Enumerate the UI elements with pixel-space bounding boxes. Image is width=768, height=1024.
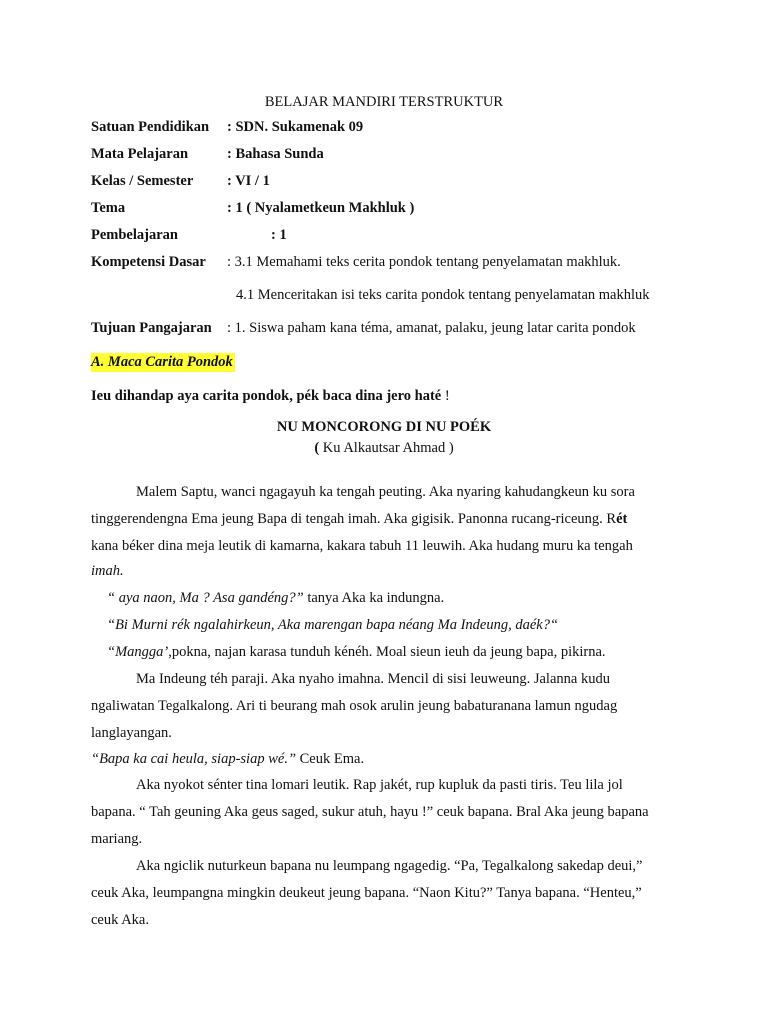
author-name: Ku Alkautsar Ahmad )	[322, 440, 454, 456]
story-title: NU MONCORONG DI NU POÉK	[276, 419, 492, 435]
info-label: Tujuan Pangajaran	[91, 320, 212, 336]
story-line: ceuk Aka.	[91, 912, 149, 928]
info-label: Satuan Pendidikan	[91, 119, 210, 135]
instruction-text	[91, 388, 450, 405]
info-label: Pembelajaran	[91, 227, 178, 243]
story-line: kana béker dina meja leutik di kamarna, kakara tabuh 11 leuwih. Aka hudang muru ka tengah	[91, 538, 633, 554]
story-line: ngaliwatan Tegalkalong. Ari ti beurang mah osok arulin jeung babaturanana lamun ngudag	[91, 698, 618, 714]
story-line: Aka nyokot sénter tina lomari leutik. Rap jakét, rup kupluk da pasti tiris. Teu lila jol	[136, 777, 623, 793]
info-value: : SDN. Sukamenak 09	[227, 119, 364, 135]
info-value: : 1. Siswa paham kana téma, amanat, palaku, jeung latar carita pondok	[227, 320, 636, 336]
story-line	[91, 751, 364, 768]
story-line: “Bi Murni rék ngalahirkeun, Aka marengan bapa néang Ma Indeung, daék?“	[107, 617, 559, 633]
info-value: 4.1 Menceritakan isi teks carita pondok tentang penyelamatan makhluk	[236, 287, 650, 303]
story-line: imah.	[91, 563, 124, 579]
story-line: mariang.	[91, 831, 143, 847]
story-line: ceuk Aka, leumpangna mingkin deukeut jeung bapana. “Naon Kitu?” Tanya bapana. “Henteu,”	[91, 885, 642, 901]
story-line: langlayangan.	[91, 725, 172, 741]
story-line: bapana. “ Tah geuning Aka geus saged, sukur atuh, hayu !” ceuk bapana. Bral Aka jeung bapana	[91, 804, 649, 820]
story-text: tanya Aka ka indungna.	[303, 590, 445, 606]
info-value: : 3.1 Memahami teks cerita pondok tentang penyelamatan makhluk.	[227, 254, 621, 270]
info-value: : VI / 1	[227, 173, 270, 189]
story-line	[107, 590, 444, 607]
section-heading: A. Maca Carita Pondok	[91, 354, 233, 370]
author-paren: (	[314, 440, 323, 456]
info-label: Kompetensi Dasar	[91, 254, 206, 270]
story-text-bold: ét	[616, 511, 628, 527]
instruction-main: Ieu dihandap aya carita pondok, pék baca dina jero haté	[91, 388, 442, 404]
info-value: : 1	[271, 227, 287, 243]
document-title: BELAJAR MANDIRI TERSTRUKTUR	[264, 94, 504, 110]
info-value: : 1 ( Nyalametkeun Makhluk )	[227, 200, 415, 216]
story-line: Malem Saptu, wanci ngagayuh ka tengah peuting. Aka nyaring kahudangkeun ku sora	[136, 484, 635, 500]
info-label: Tema	[91, 200, 126, 216]
instruction-mark: !	[441, 388, 450, 404]
story-line	[107, 644, 606, 661]
info-label: Mata Pelajaran	[91, 146, 189, 162]
dialogue: “Bapa ka cai heula, siap-siap wé.”	[91, 751, 297, 767]
story-author	[0, 440, 768, 457]
story-text: ,pokna, najan karasa tunduh kénéh. Moal sieun ieuh da jeung bapa, pikirna.	[168, 644, 606, 660]
story-text: Ceuk Ema.	[296, 751, 365, 767]
info-value: : Bahasa Sunda	[227, 146, 324, 162]
dialogue: “ aya naon, Ma ? Asa gandéng?”	[107, 590, 304, 606]
story-text: tinggerendengna Ema jeung Bapa di tengah imah. Aka gigisik. Panonna rucang-riceung. R	[91, 511, 617, 527]
dialogue: “Mangga’	[107, 644, 169, 660]
story-line	[91, 511, 627, 528]
story-line: Ma Indeung téh paraji. Aka nyaho imahna. Mencil di sisi leuweung. Jalanna kudu	[136, 671, 610, 687]
info-label: Kelas / Semester	[91, 173, 194, 189]
story-line: Aka ngiclik nuturkeun bapana nu leumpang ngagedig. “Pa, Tegalkalong sakedap deui,”	[136, 858, 643, 874]
